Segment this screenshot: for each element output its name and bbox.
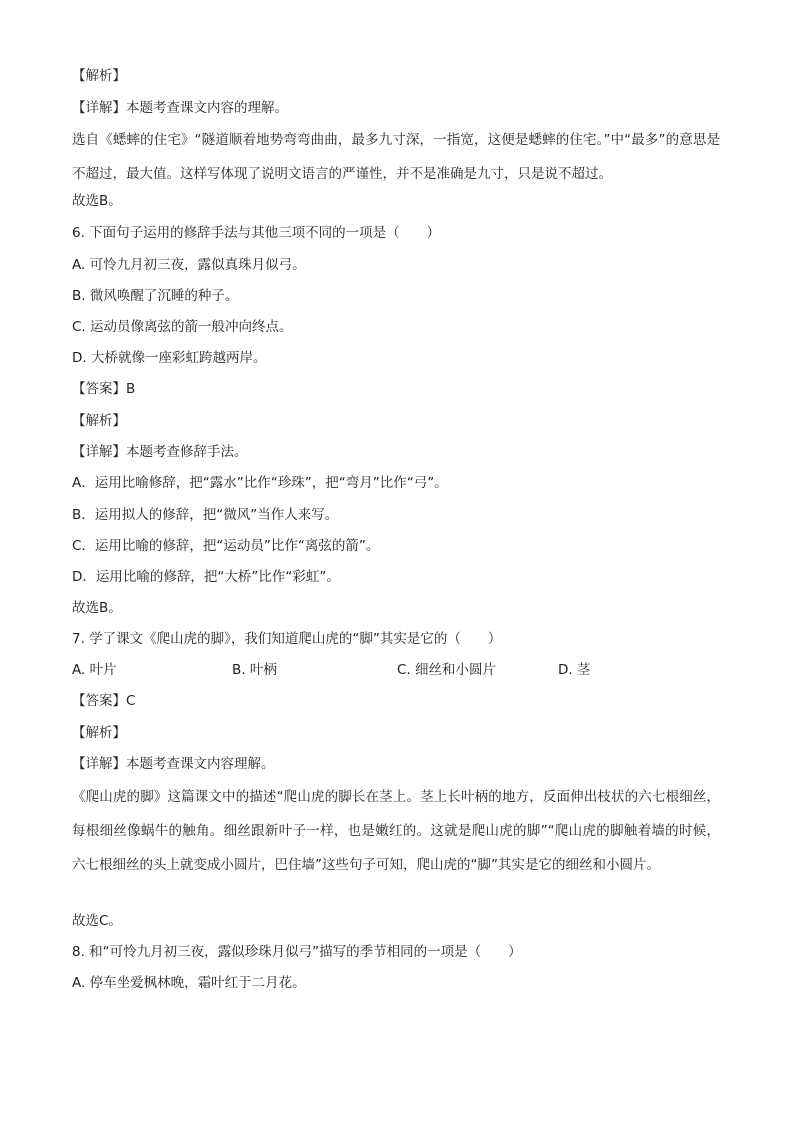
question-7-option-c: C. 细丝和小圆片 — [397, 662, 497, 678]
question-7-option-d: D. 茎 — [558, 662, 591, 678]
question-6-option-a: A. 可怜九月初三夜，露似真珠月似弓。 — [72, 257, 306, 273]
question-6-option-b: B. 微风唤醒了沉睡的种子。 — [72, 288, 239, 304]
explanation-line-b: B．运用拟人的修辞，把“微风”当作人来写。 — [72, 507, 339, 523]
explanation-line-d: D．运用比喻的修辞，把“大桥”比作“彩虹”。 — [72, 569, 340, 585]
question-7-answer: 【答案】C — [72, 693, 136, 709]
analysis-heading: 【解析】 — [72, 413, 126, 429]
explanation-paragraph: 选自《蟋蟀的住宅》“隧道顺着地势弯弯曲曲，最多九寸深，一指宽，这便是蟋蟀的住宅。”中“最多”的意思是不超过，最大值。这样写体现了说明文语言的严谨性，并不是准确是九寸，只是说不超过。 — [72, 132, 720, 182]
question-8-option-a: A. 停车坐爱枫林晚，霜叶红于二月花。 — [72, 975, 306, 991]
answer-conclusion: 故选C。 — [72, 913, 122, 929]
question-7-option-a: A. 叶片 — [72, 662, 117, 678]
answer-conclusion: 故选B。 — [72, 193, 122, 209]
detail-heading: 【详解】本题考查课文内容理解。 — [72, 756, 275, 772]
question-6-option-d: D. 大桥就像一座彩虹跨越两岸。 — [72, 350, 267, 366]
answer-conclusion: 故选B。 — [72, 600, 122, 616]
question-6-answer: 【答案】B — [72, 381, 136, 397]
question-7-options — [72, 660, 722, 680]
question-7-stem: 7. 学了课文《爬山虎的脚》，我们知道爬山虎的“脚”其实是它的（ ） — [72, 631, 502, 647]
explanation-paragraph: 《爬山虎的脚》这篇课文中的描述“爬山虎的脚长在茎上。茎上长叶柄的地方，反面伸出枝状的六七根细丝，每根细丝像蜗牛的触角。细丝跟新叶子一样，也是嫩红的。这就是爬山虎的脚”“爬山虎的脚触着墙的时候，六七根细丝的头上就变成小圆片，巴住墙”这些句子可知，爬山虎的“脚”其实是它的细丝和小圆片。 — [72, 789, 720, 873]
explanation-line-a: A．运用比喻修辞，把“露水”比作“珍珠”，把“弯月”比作“弓”。 — [72, 475, 448, 491]
detail-heading: 【详解】本题考查修辞手法。 — [72, 444, 248, 460]
question-6-option-c: C. 运动员像离弦的箭一般冲向终点。 — [72, 319, 293, 335]
explanation-line-c: C．运用比喻的修辞，把“运动员”比作“离弦的箭”。 — [72, 538, 380, 554]
question-6-stem: 6. 下面句子运用的修辞手法与其他三项不同的一项是（ ） — [72, 225, 441, 241]
analysis-heading: 【解析】 — [72, 68, 126, 84]
detail-heading: 【详解】本题考查课文内容的理解。 — [72, 100, 288, 116]
analysis-heading: 【解析】 — [72, 725, 126, 741]
question-7-option-b: B. 叶柄 — [232, 662, 277, 678]
question-8-stem: 8. 和“可怜九月初三夜，露似珍珠月似弓”描写的季节相同的一项是（ ） — [72, 944, 522, 960]
